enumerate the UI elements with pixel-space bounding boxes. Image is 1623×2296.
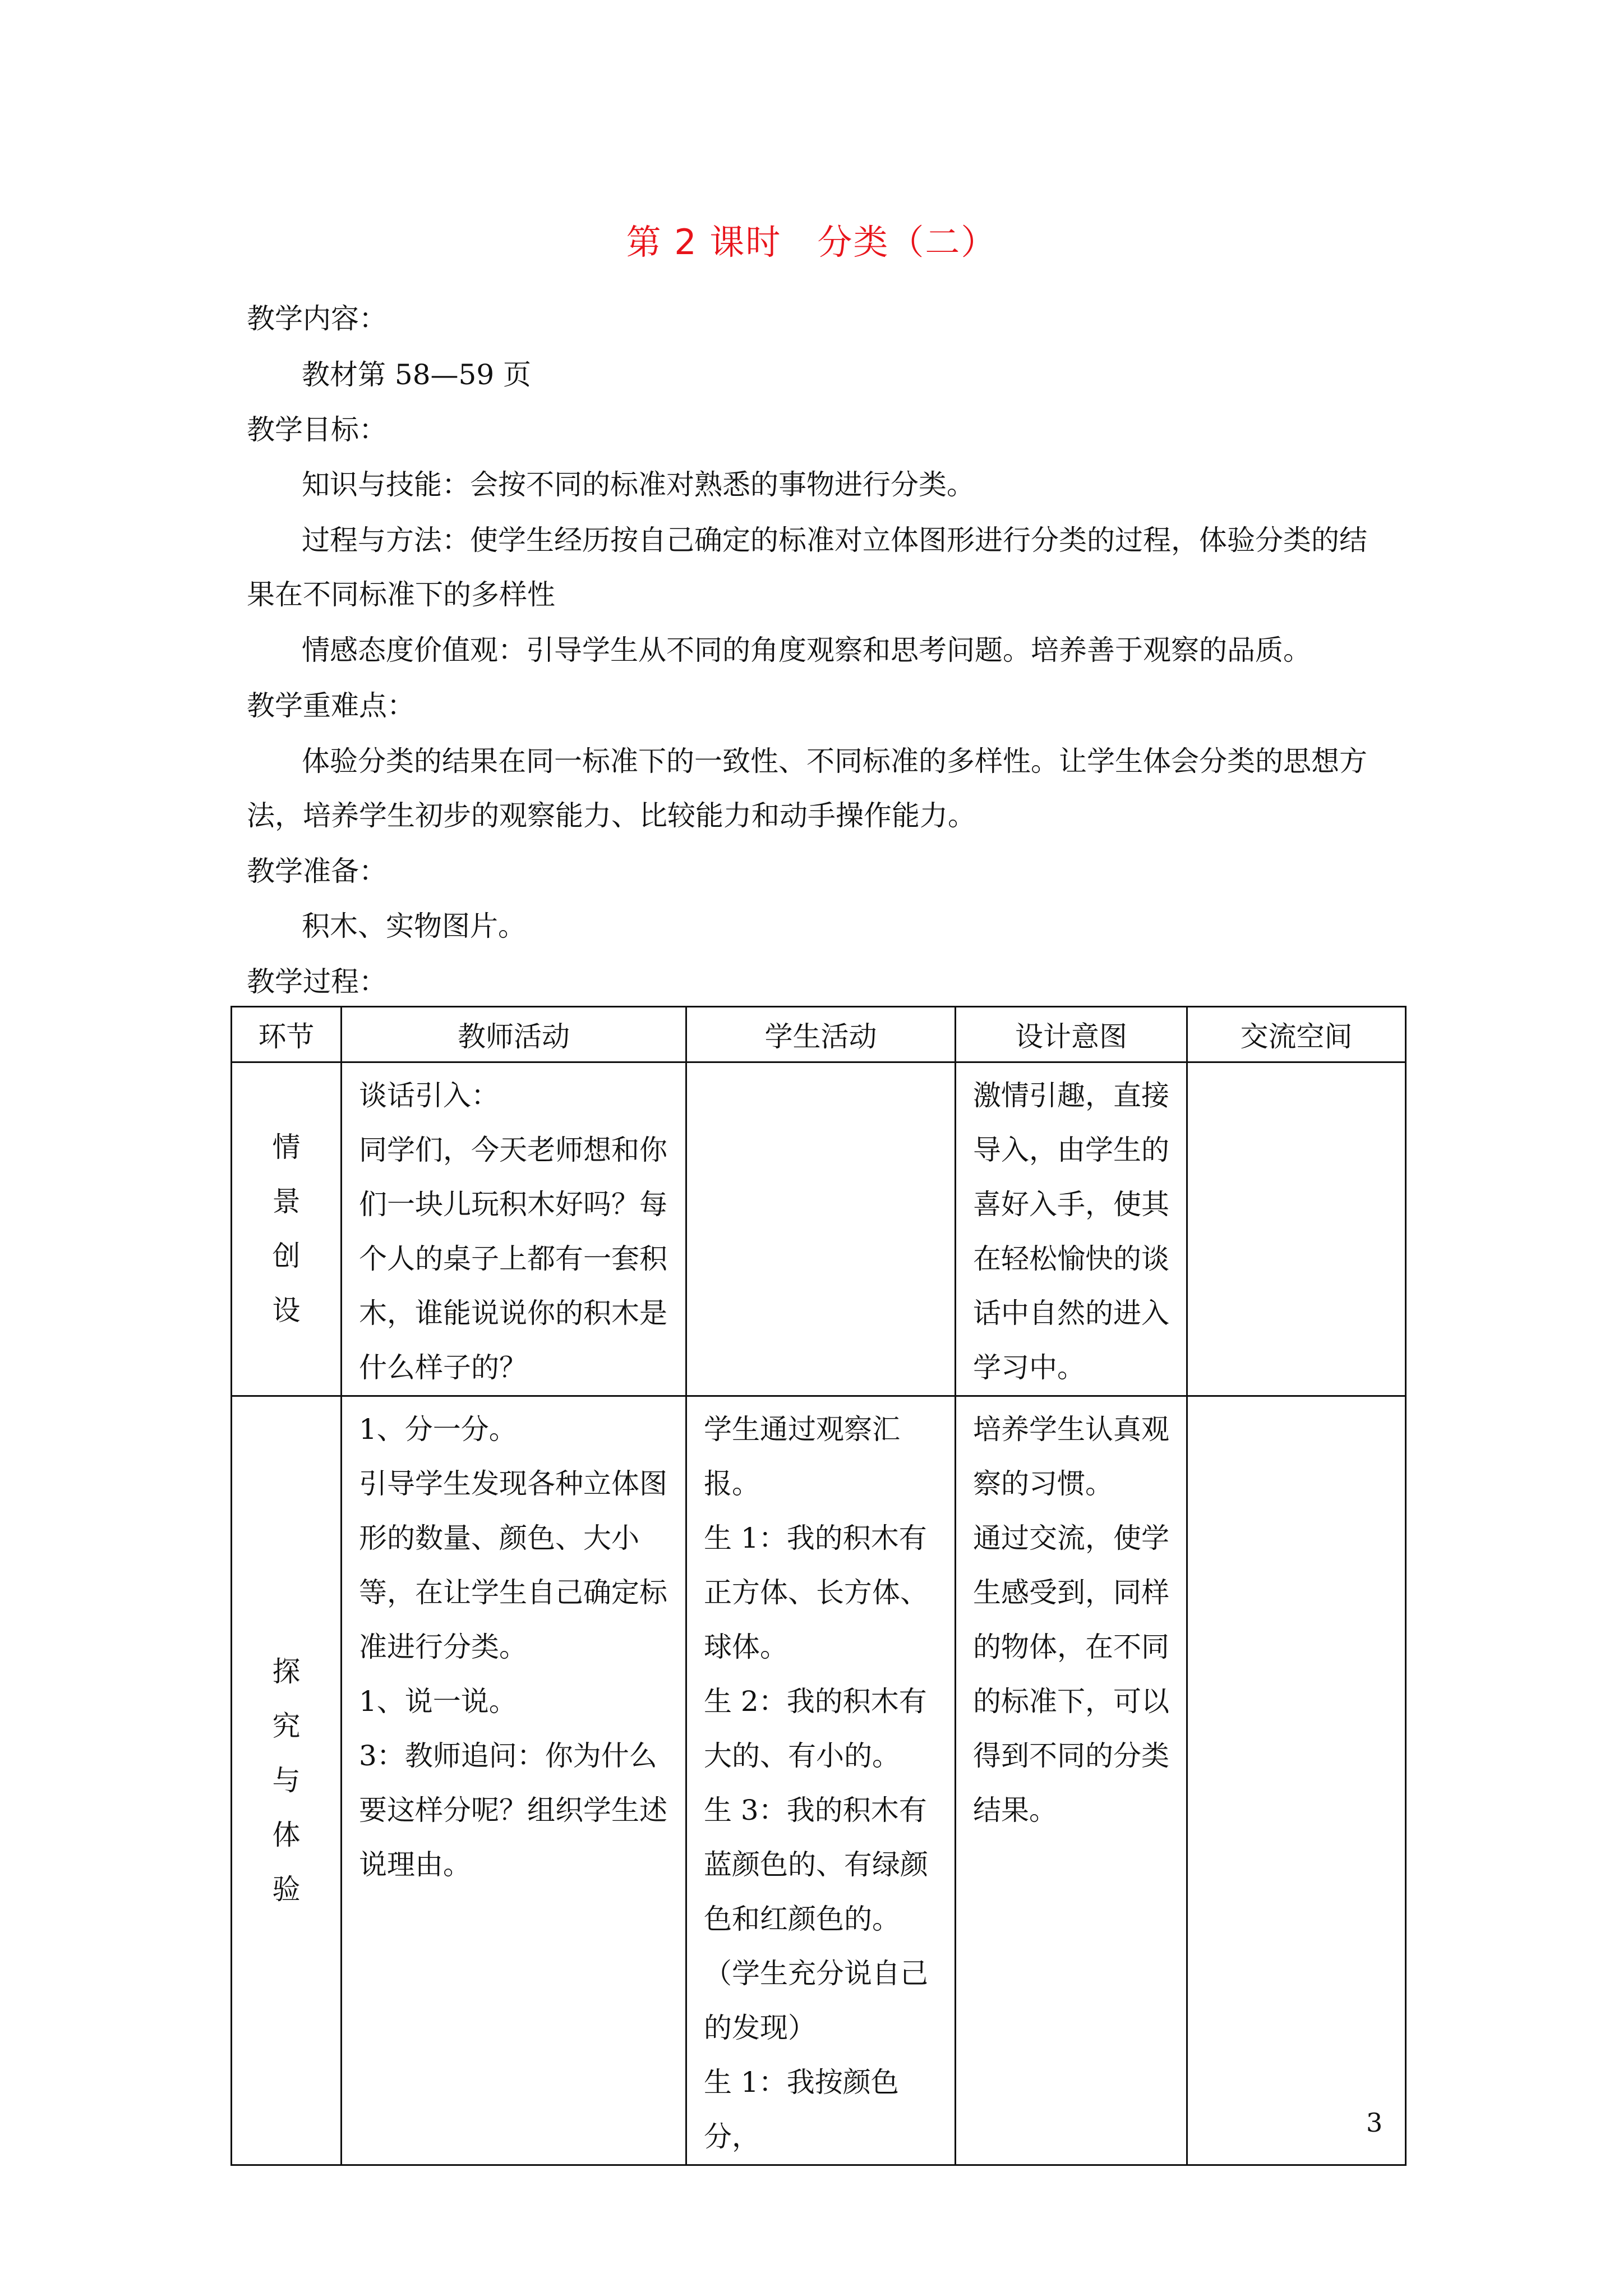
row2-stage-cell [232,1396,342,2165]
row2-student-line: 生 3：我的积木有蓝颜色的、有绿颜色和红颜色的。 [704,1794,928,1935]
header-teacher: 教师活动 [342,1007,686,1062]
goal-heading: 教学目标： [247,413,387,446]
row1-intent-cell [956,1062,1187,1396]
row1-exchange-cell [1187,1062,1406,1396]
row2-student-line: 生 1：我的积木有正方体、长方体、球体。 [704,1522,928,1663]
goal-process-line2: 果在不同标准下的多样性 [247,578,555,611]
row2-exchange-cell [1187,1396,1406,2165]
header-intent: 设计意图 [956,1007,1187,1062]
row2-teacher-line: 1、分一分。 [359,1413,517,1446]
goal-emotion: 情感态度价值观：引导学生从不同的角度观察和思考问题。培养善于观察的品质。 [302,634,1311,666]
prep-heading: 教学准备： [247,855,387,887]
row2-intent-line: 通过交流，使学生感受到，同样的物体，在不同的标准下，可以得到不同的分类结果。 [973,1522,1169,1826]
row1-teacher-line: 同学们，今天老师想和你们一块儿玩积木好吗？每个人的桌子上都有一套积木，谁能说说你的积木是什么样子的？ [359,1134,667,1384]
row2-stage-label: 探究与体验 [272,1655,301,1906]
row1-teacher-line: 谈话引入： [359,1079,499,1112]
row1-intent-line: 激情引趣，直接导入，由学生的喜好入手，使其在轻松愉快的谈话中自然的进入学习中。 [973,1079,1169,1384]
row1-teacher-cell [342,1062,686,1396]
row2-intent-cell [956,1396,1187,2165]
row2-student-cell [686,1396,956,2165]
key-heading: 教学重难点： [247,689,415,722]
row2-student-line: （学生充分说自己的发现） [704,1957,928,2044]
row2-student-line: 生 2：我的积木有大的、有小的。 [704,1685,927,1772]
header-student: 学生活动 [686,1007,956,1062]
row2-intent-line: 培养学生认真观察的习惯。 [973,1413,1169,1500]
header-stage: 环节 [232,1007,342,1062]
prep-text: 积木、实物图片。 [302,910,526,942]
page-number: 3 [1366,2108,1383,2138]
table-row [232,1396,1406,2165]
row2-teacher-line: 引导学生发现各种立体图形的数量、颜色、大小等，在让学生自己确定标准进行分类。 [359,1467,667,1663]
row2-teacher-cell [342,1396,686,2165]
process-table [230,1006,1407,2166]
key-line1: 体验分类的结果在同一标准下的一致性、不同标准的多样性。让学生体会分类的思想方 [302,745,1367,777]
row2-student-line: 学生通过观察汇报。 [704,1413,900,1500]
row1-student-cell [686,1062,956,1396]
key-line2: 法，培养学生初步的观察能力、比较能力和动手操作能力。 [247,799,976,832]
header-exchange: 交流空间 [1187,1007,1406,1062]
content-heading: 教学内容： [247,302,387,335]
row1-stage-label: 情景创设 [272,1131,301,1327]
goal-knowledge: 知识与技能：会按不同的标准对熟悉的事物进行分类。 [302,468,975,501]
row2-teacher-line: 3：教师追问：你为什么要这样分呢？组织学生述说理由。 [359,1740,667,1881]
goal-process-line1: 过程与方法：使学生经历按自己确定的标准对立体图形进行分类的过程，体验分类的结 [302,524,1367,556]
row2-student-line: 生 1：我按颜色分， [704,2066,899,2153]
row1-stage-cell [232,1062,342,1396]
row2-teacher-line: 1、说一说。 [359,1685,517,1718]
table-header-row [232,1007,1406,1062]
process-heading: 教学过程： [247,965,387,998]
table-row [232,1062,1406,1396]
content-text: 教材第 58—59 页 [302,358,532,391]
page-title: 第 2 课时 分类（二） [626,222,997,263]
